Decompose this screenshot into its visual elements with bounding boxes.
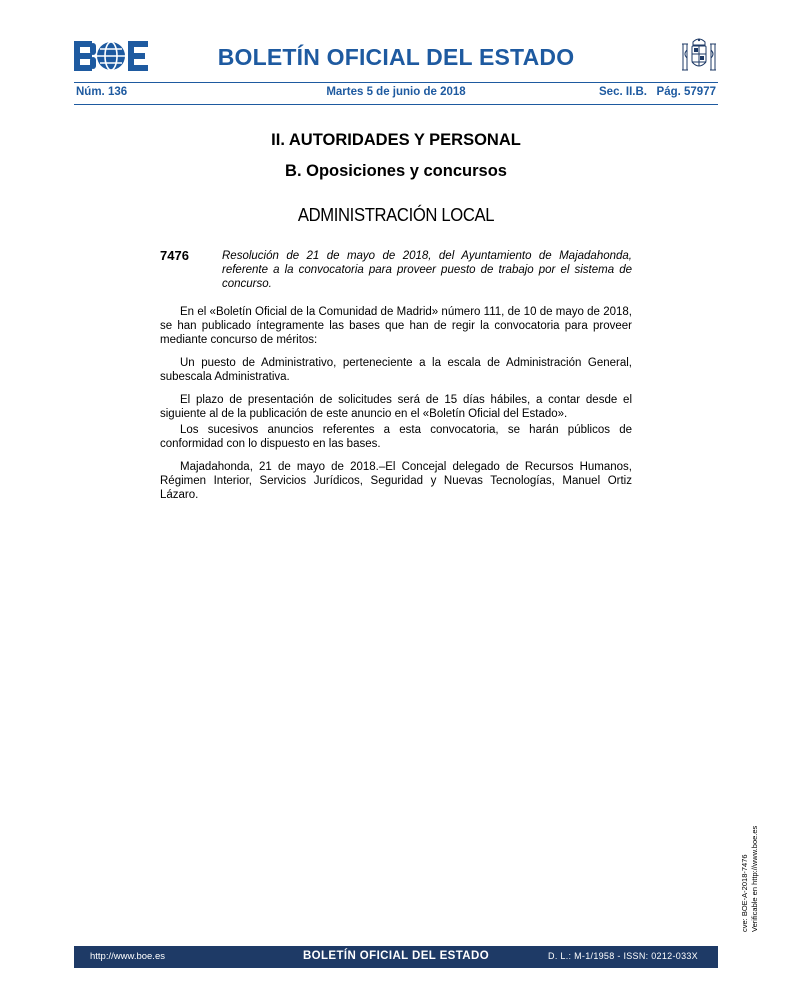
footer-legal: D. L.: M-1/1958 - ISSN: 0212-033X bbox=[548, 951, 698, 961]
entry-number: 7476 bbox=[160, 248, 189, 263]
header-meta bbox=[74, 86, 718, 102]
header-rule-bottom bbox=[74, 104, 718, 105]
entry-summary: Resolución de 21 de mayo de 2018, del Ayuntamiento de Majadahonda, referente a la convocatoria para proveer puesto de trabajo por el sistema de concurso. bbox=[222, 250, 632, 290]
cve-code: cve: BOE-A-2018-7476 bbox=[740, 854, 749, 932]
paragraph: Majadahonda, 21 de mayo de 2018.–El Concejal delegado de Recursos Humanos, Régimen Interior, Servicios Jurídicos, Seguridad y Nuevas Tecnologías, Manuel Ortiz Lázaro. bbox=[160, 461, 632, 501]
footer-title: BOLETÍN OFICIAL DEL ESTADO bbox=[302, 950, 490, 962]
section-page: Sec. II.B. Pág. 57977 bbox=[599, 86, 716, 98]
paragraph: El plazo de presentación de solicitudes será de 15 días hábiles, a contar desde el siguiente al de la publicación de este anuncio en el «Boletín Oficial del Estado». bbox=[160, 394, 632, 420]
issue-number: Núm. 136 bbox=[76, 86, 128, 98]
verify-url[interactable]: Verificable en http://www.boe.es bbox=[750, 825, 759, 932]
footer-url-link[interactable]: http://www.boe.es bbox=[90, 951, 165, 962]
header-title: BOLETÍN OFICIAL DEL ESTADO bbox=[217, 44, 575, 70]
subsection-title: B. Oposiciones y concursos bbox=[285, 162, 507, 180]
boe-logo bbox=[74, 40, 148, 72]
paragraph: En el «Boletín Oficial de la Comunidad de Madrid» número 111, de 10 de mayo de 2018, se han publicado íntegramente las bases que han de regir la convocatoria para proveer mediante concurso de méritos: bbox=[160, 306, 632, 346]
paragraph: Un puesto de Administrativo, perteneciente a la escala de Administración General, subescala Administrativa. bbox=[160, 357, 632, 383]
footer bbox=[74, 946, 718, 968]
administration-title: ADMINISTRACIÓN LOCAL bbox=[297, 204, 495, 225]
header-rule-top bbox=[74, 82, 718, 83]
section-title: II. AUTORIDADES Y PERSONAL bbox=[271, 131, 521, 149]
coat-of-arms-icon bbox=[680, 36, 718, 76]
verification-note bbox=[740, 812, 760, 932]
entry-body bbox=[160, 305, 632, 511]
paragraph: Los sucesivos anuncios referentes a esta convocatoria, se harán públicos de conformidad con lo dispuesto en las bases. bbox=[160, 424, 632, 450]
issue-date: Martes 5 de junio de 2018 bbox=[326, 86, 466, 98]
